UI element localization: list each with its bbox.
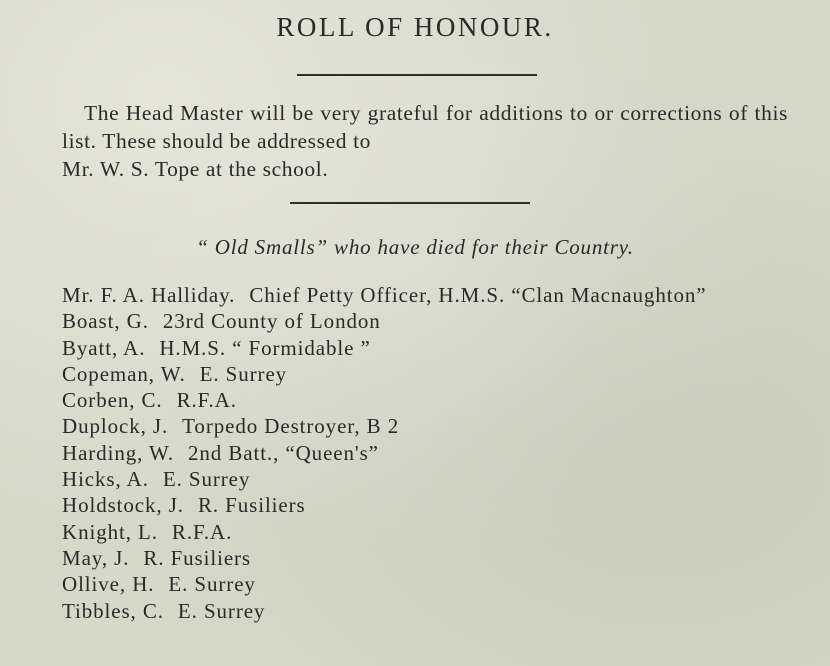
list-item [62, 492, 790, 518]
entry-name: Ollive, H. [62, 572, 155, 597]
subtitle-italic: Old Smalls [214, 235, 316, 259]
entry-service: Torpedo Destroyer, B 2 [182, 414, 400, 439]
entry-service: R.F.A. [171, 519, 233, 544]
list-item [62, 545, 790, 571]
divider-bottom [290, 202, 530, 204]
entry-name: Mr. F. A. Halliday. [62, 283, 236, 307]
entry-name: Duplock, J. [62, 414, 169, 439]
list-item [62, 335, 790, 361]
entry-name: Corben, C. [62, 388, 163, 413]
divider-top [297, 74, 537, 76]
entry-service: E. Surrey [162, 467, 251, 492]
section-heading [0, 235, 830, 260]
entry-name: Byatt, A. [62, 335, 146, 360]
list-item [62, 387, 790, 413]
entry-service: Chief Petty Officer, H.M.S. “Clan Macnaughton” [249, 283, 707, 307]
list-item [62, 598, 790, 624]
subtitle-open-quote: “ [196, 235, 215, 259]
notice-paragraph [62, 99, 788, 183]
notice-line-1: The Head Master will be very grateful for additions to or corrections of this list. These should be addressed to [62, 101, 788, 153]
list-item [62, 361, 790, 387]
list-item [62, 466, 790, 492]
entry-service: E. Surrey [199, 361, 288, 386]
entry-service: H.M.S. “ Formidable ” [159, 335, 371, 360]
list-item [62, 413, 790, 439]
entry-service: 23rd County of London [162, 309, 381, 334]
entry-service: R.F.A. [176, 388, 237, 413]
subtitle-rest: who have died for their Country. [334, 235, 634, 259]
entry-name: Holdstock, J. [62, 493, 184, 518]
notice-line-2: Mr. W. S. Tope at the school. [62, 157, 329, 181]
entry-name: May, J. [62, 545, 130, 570]
entry-name: Knight, L. [62, 519, 158, 544]
entry-service: R. Fusiliers [197, 493, 306, 518]
entry-name: Hicks, A. [62, 467, 149, 492]
entry-service: E. Surrey [177, 598, 266, 623]
entry-name: Tibbles, C. [62, 598, 164, 623]
entry-service: E. Surrey [168, 572, 256, 597]
entry-name: Boast, G. [62, 309, 149, 334]
entry-service: R. Fusiliers [143, 545, 252, 570]
list-item [62, 440, 790, 466]
list-item [62, 282, 790, 308]
subtitle-close-quote: ” [315, 235, 335, 259]
list-item [62, 571, 790, 597]
entry-name: Copeman, W. [62, 361, 186, 386]
page-title: ROLL OF HONOUR. [276, 12, 554, 42]
list-item [62, 519, 790, 545]
entry-name: Harding, W. [62, 440, 174, 465]
entry-service: 2nd Batt., “Queen's” [187, 440, 379, 465]
roll-list [62, 282, 790, 624]
list-item [62, 308, 790, 334]
